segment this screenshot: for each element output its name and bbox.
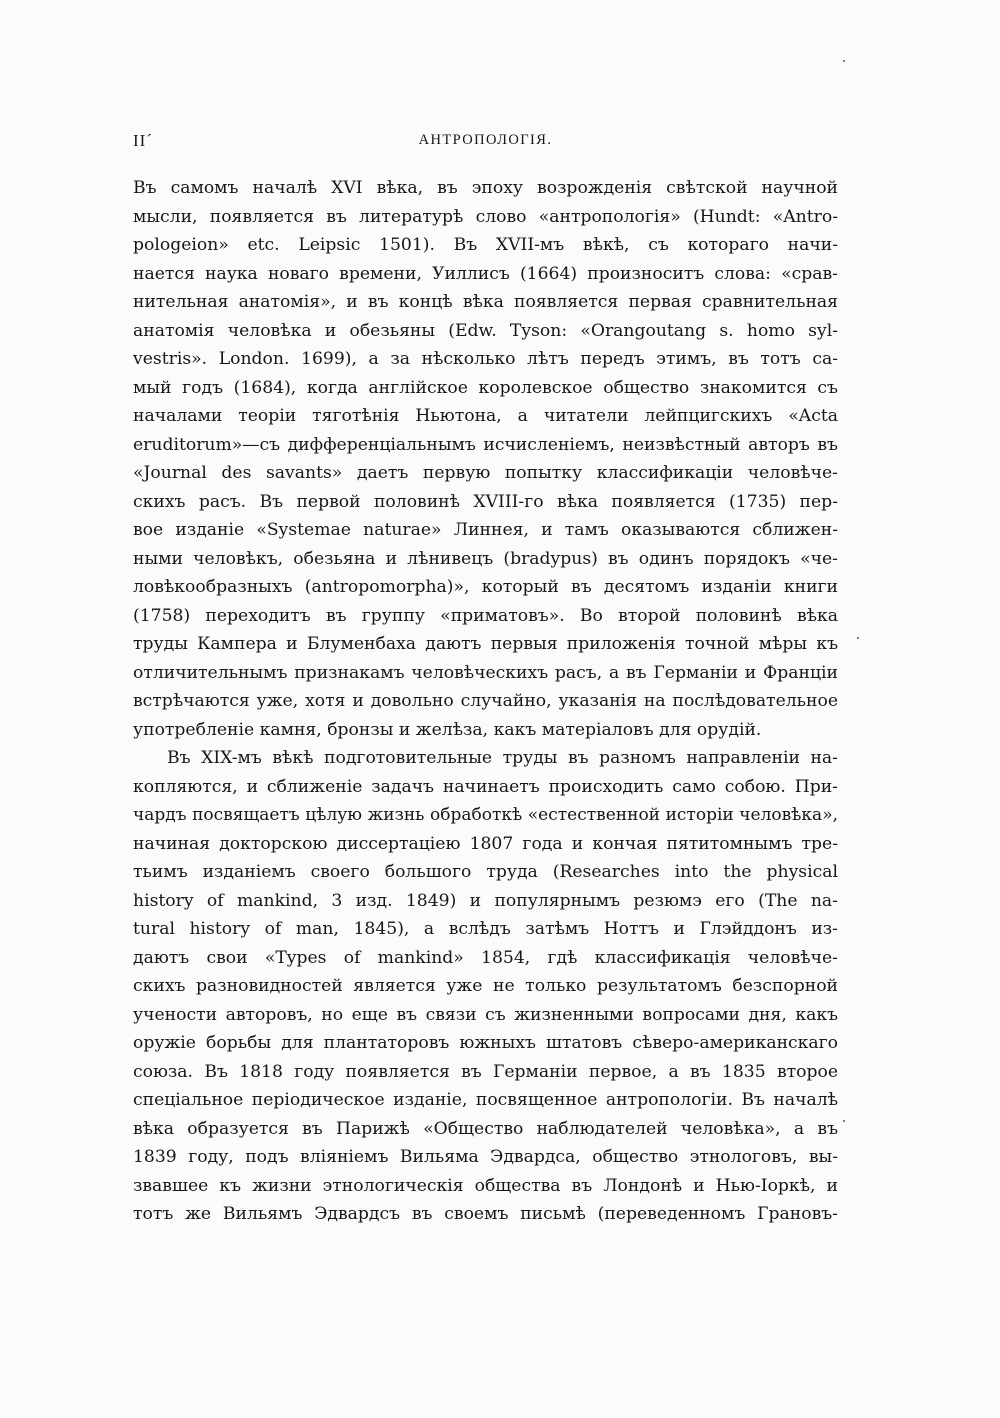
text-line: чардъ посвящаетъ цѣлую жизнь обработкѣ «естественной исторіи человѣка»,	[133, 805, 838, 825]
text-line: мысли, появляется въ литературѣ слово «антропологія» (Hundt: «Antro-	[133, 206, 838, 227]
text-line: (1758) переходитъ въ группу «приматовъ». Во второй половинѣ вѣка	[133, 605, 838, 626]
text-line: мый годъ (1684), когда англійское королевское общество знакомится съ	[133, 377, 838, 398]
page-header	[133, 131, 838, 153]
paragraph-2	[133, 744, 838, 1229]
text-line: pologeion» etc. Leipsic 1501). Въ XVII-мъ вѣкѣ, съ котораго начи-	[133, 235, 838, 255]
text-line: вѣка образуется въ Парижѣ «Общество наблюдателей человѣка», а въ	[133, 1118, 838, 1139]
print-speck	[843, 60, 845, 62]
text-line: vestris». London. 1699), а за нѣсколько лѣтъ передъ этимъ, въ тотъ са-	[133, 349, 838, 369]
text-line: началами теоріи тяготѣнія Ньютона, а читатели лейпцигскихъ «Acta	[133, 406, 838, 426]
text-line: тотъ же Вильямъ Эдвардсъ въ своемъ письмѣ (переведенномъ Грановъ-	[133, 1204, 838, 1224]
text-line: ными человѣкъ, обезьяна и лѣнивецъ (bradypus) въ одинъ порядокъ «че-	[133, 548, 838, 569]
text-line: встрѣчаются уже, хотя и довольно случайно, указанія на послѣдовательное	[133, 691, 838, 711]
text-line: Въ XIX-мъ вѣкѣ подготовительные труды въ разномъ направленіи на-	[167, 748, 838, 768]
text-line: учености авторовъ, но еще въ связи съ жизненными вопросами дня, какъ	[133, 1004, 838, 1025]
text-line: tural history of man, 1845), а вслѣдъ затѣмъ Ноттъ и Глэйддонъ из-	[133, 919, 838, 939]
text-line: копляются, и сближеніе задачъ начинаетъ происходить само собою. При-	[133, 776, 838, 797]
text-line: звавшее къ жизни этнологическія общества въ Лондонѣ и Нью-Іоркѣ, и	[133, 1175, 838, 1196]
page-number: II´	[133, 131, 153, 150]
text-line: отличительнымъ признакамъ человѣческихъ расъ, а въ Германіи и Франціи	[133, 662, 838, 683]
paragraph-1	[133, 174, 838, 744]
running-title: АНТРОПОЛОГІЯ.	[418, 132, 553, 148]
text-line: history of mankind, 3 изд. 1849) и популярнымъ резюмэ его (The na-	[133, 890, 838, 911]
text-line: оружіе борьбы для плантаторовъ южныхъ штатовъ сѣверо-американскаго	[133, 1033, 838, 1053]
print-speck	[857, 637, 859, 639]
text-line: начиная докторскою диссертаціею 1807 года и кончая пятитомнымъ тре-	[133, 833, 838, 854]
text-line: 1839 году, подъ вліяніемъ Вильяма Эдвардса, общество этнологовъ, вы-	[133, 1147, 838, 1167]
text-line: нается наука новаго времени, Уиллисъ (1664) произноситъ слова: «срав-	[133, 263, 838, 284]
text-line: союза. Въ 1818 году появляется въ Германіи первое, а въ 1835 второе	[133, 1061, 838, 1082]
text-line: ловѣкообразныхъ (antropomorpha)», который въ десятомъ изданіи книги	[133, 577, 838, 597]
text-line: скихъ разновидностей является уже не только результатомъ безспорной	[133, 976, 838, 996]
text-line: употребленіе камня, бронзы и желѣза, какъ матеріаловъ для орудій.	[133, 719, 762, 740]
text-line: скихъ расъ. Въ первой половинѣ XVIII-го вѣка появляется (1735) пер-	[133, 491, 838, 512]
text-line: нительная анатомія», и въ концѣ вѣка появляется первая сравнительная	[133, 292, 838, 312]
text-line: тьимъ изданіемъ своего большого труда (Researches into the physical	[133, 862, 838, 882]
body-text	[133, 174, 838, 1229]
text-line: даютъ свои «Types of mankind» 1854, гдѣ классификація человѣче-	[133, 947, 838, 968]
text-line: Въ самомъ началѣ XVI вѣка, въ эпоху возрожденія свѣтской научной	[133, 178, 838, 198]
text-line: вое изданіе «Systemae naturae» Линнея, и тамъ оказываются сближен-	[133, 520, 838, 540]
text-line: «Journal des savants» даетъ первую попытку классификаціи человѣче-	[133, 463, 838, 483]
text-line: труды Кампера и Блуменбаха даютъ первыя приложенія точной мѣры къ	[133, 634, 838, 654]
text-line: eruditorum»—съ дифференціальнымъ исчисленіемъ, неизвѣстный авторъ въ	[133, 434, 838, 455]
text-line: спеціальное періодическое изданіе, посвященное антропологіи. Въ началѣ	[133, 1090, 838, 1110]
text-line: анатомія человѣка и обезьяны (Edw. Tyson: «Orangoutang s. homo syl-	[133, 320, 838, 341]
print-speck	[843, 1120, 845, 1122]
